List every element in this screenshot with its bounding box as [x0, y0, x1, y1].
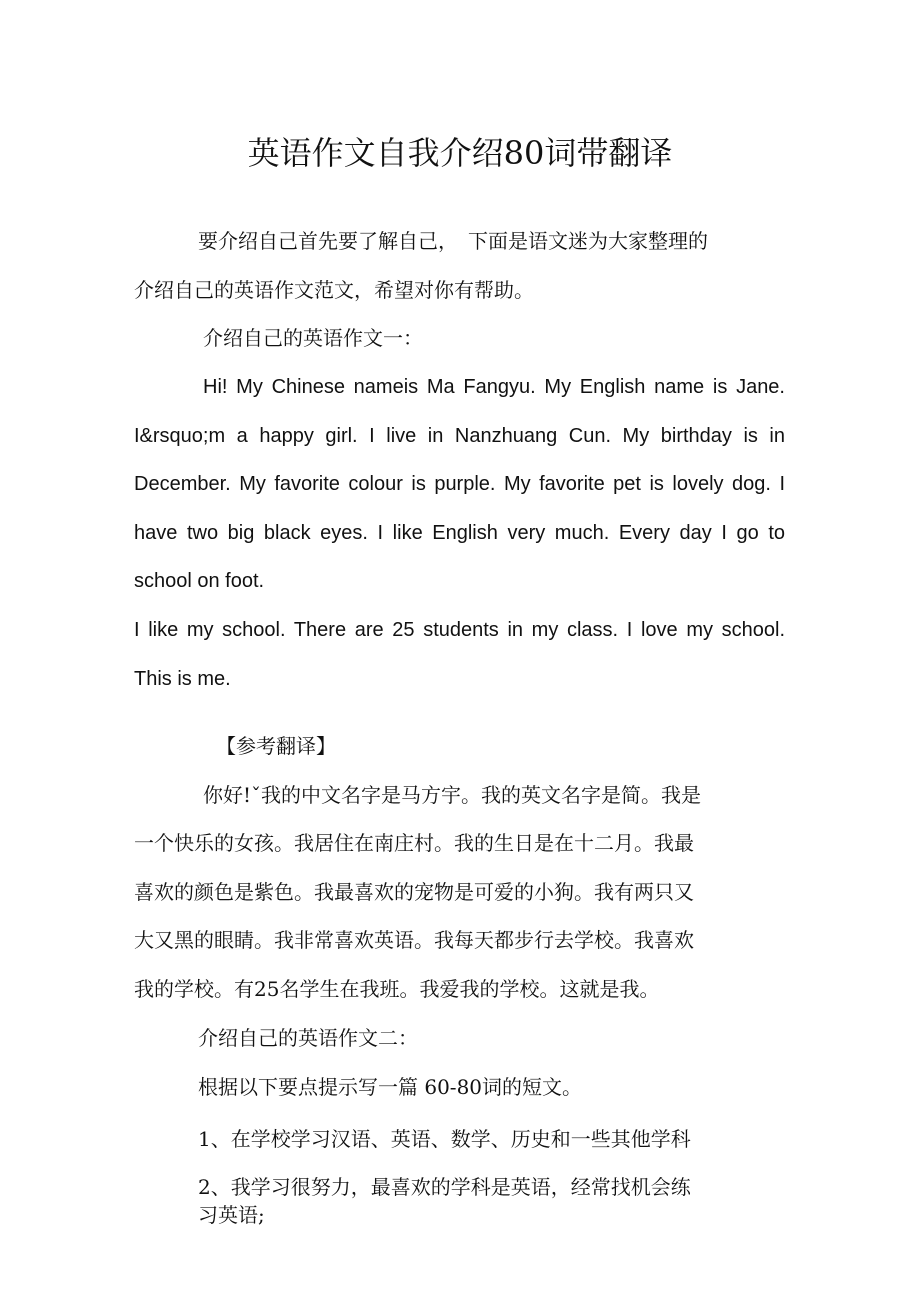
translation-line-3: 喜欢的颜色是紫色。我最喜欢的宠物是可爱的小狗。我有两只又 [134, 880, 694, 904]
essay1-line-5: school on foot. [134, 570, 265, 592]
intro-line-1: 要介绍自己首先要了解自己， 下面是语文迷为大家整理的 [198, 229, 708, 253]
translation-line-1: 你好!ˇ我的中文名字是马方宇。我的英文名字是简。我是 [203, 783, 702, 807]
essay1-line-2: I&rsquo;m a happy girl. I live in Nanzhuang Cun. My birthday is in [134, 425, 785, 447]
point-2-continuation: 习英语; [198, 1203, 265, 1227]
document-title: 英语作文自我介绍80词带翻译 [247, 134, 673, 172]
point-1: 1、在学校学习汉语、英语、数学、历史和一些其他学科 [198, 1127, 691, 1151]
essay1-line-3: December. My favorite colour is purple. My favorite pet is lovely dog. I [134, 473, 785, 495]
essay2-heading: 介绍自己的英语作文二： [198, 1026, 418, 1050]
translation-line-4: 大又黑的眼睛。我非常喜欢英语。我每天都步行去学校。我喜欢 [134, 928, 694, 952]
point-2: 2、我学习很努力，最喜欢的学科是英语，经常找机会练 [198, 1175, 691, 1199]
essay1-heading: 介绍自己的英语作文一： [203, 326, 423, 350]
essay1-line-7: This is me. [134, 668, 231, 690]
essay1-line-1: Hi! My Chinese nameis Ma Fangyu. My English name is Jane. [203, 376, 785, 398]
intro-line-2: 介绍自己的英语作文范文，希望对你有帮助。 [134, 278, 534, 302]
essay1-line-4: have two big black eyes. I like English very much. Every day I go to [134, 522, 785, 544]
translation-line-2: 一个快乐的女孩。我居住在南庄村。我的生日是在十二月。我最 [134, 831, 694, 855]
translation-line-5: 我的学校。有25名学生在我班。我爱我的学校。这就是我。 [134, 977, 660, 1001]
essay1-line-6: I like my school. There are 25 students in my class. I love my school. [134, 619, 785, 641]
essay2-prompt: 根据以下要点提示写一篇 60-80词的短文。 [198, 1075, 583, 1099]
translation-heading: 【参考翻译】 [216, 734, 336, 758]
